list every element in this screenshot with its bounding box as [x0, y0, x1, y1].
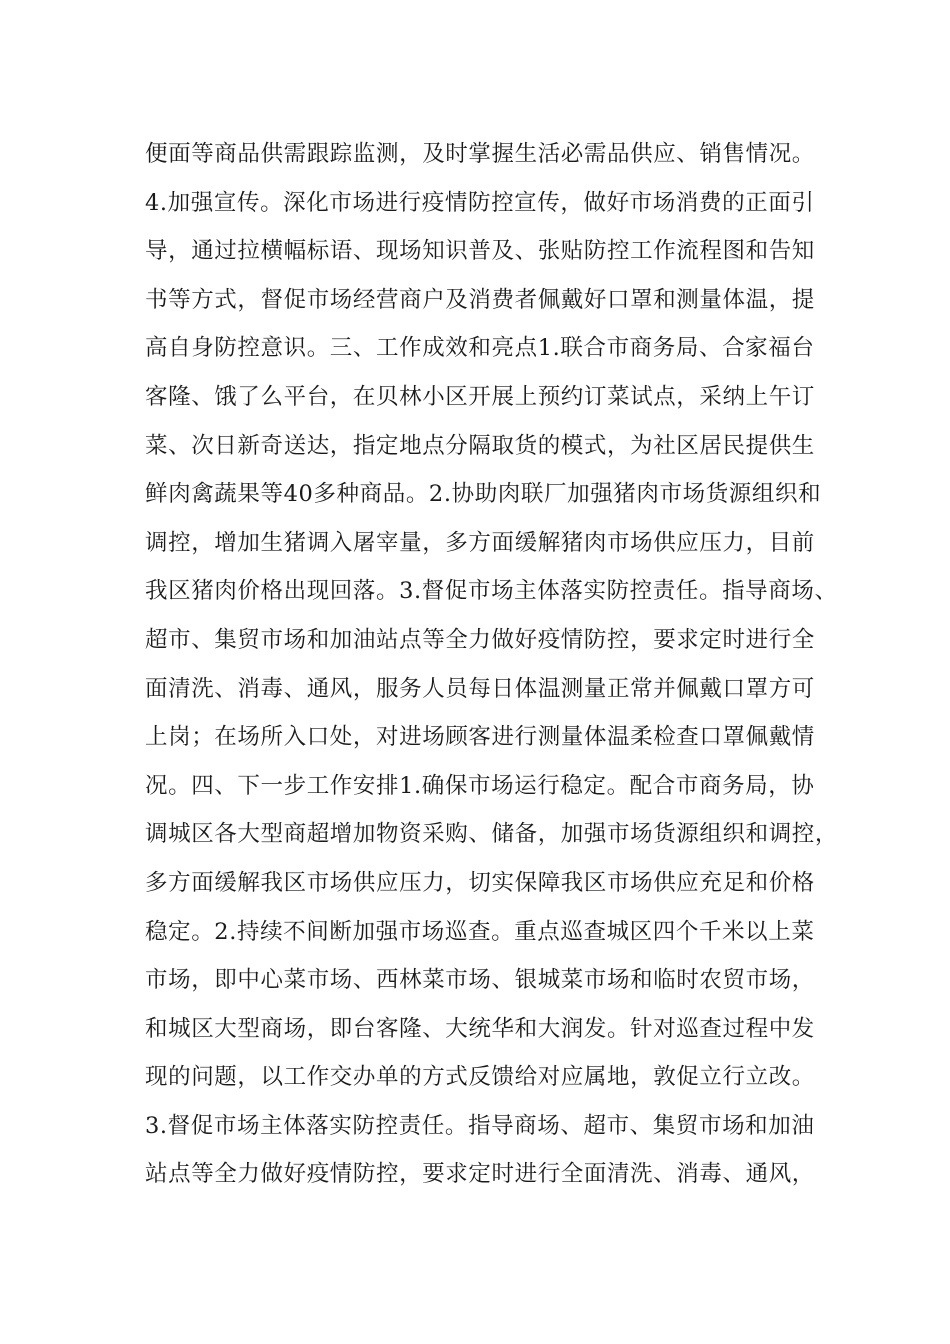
text-line: 上岗；在场所入口处，对进场顾客进行测量体温柔检查口罩佩戴情: [145, 724, 815, 751]
text-line: 书等方式，督促市场经营商户及消费者佩戴好口罩和测量体温，提: [145, 286, 815, 313]
text-line: 客隆、饿了么平台，在贝林小区开展上预约订菜试点，采纳上午订: [145, 383, 815, 410]
text-line: 和城区大型商场，即台客隆、大统华和大润发。针对巡查过程中发: [145, 1015, 815, 1042]
text-line: 稳定。2.持续不间断加强市场巡查。重点巡查城区四个千米以上菜: [145, 918, 815, 945]
text-line: 我区猪肉价格出现回落。3.督促市场主体落实防控责任。指导商场、: [145, 578, 838, 605]
text-line: 导，通过拉横幅标语、现场知识普及、张贴防控工作流程图和告知: [145, 238, 815, 265]
text-line: 菜、次日新奇送达，指定地点分隔取货的模式，为社区居民提供生: [145, 432, 815, 459]
text-line: 况。四、下一步工作安排1.确保市场运行稳定。配合市商务局，协: [145, 772, 815, 799]
text-line: 3.督促市场主体落实防控责任。指导商场、超市、集贸市场和加油: [145, 1112, 815, 1139]
text-line: 鲜肉禽蔬果等40多种商品。2.协助肉联厂加强猪肉市场货源组织和: [145, 481, 822, 508]
text-line: 调控，增加生猪调入屠宰量，多方面缓解猪肉市场供应压力，目前: [145, 529, 815, 556]
text-line: 调城区各大型商超增加物资采购、储备，加强市场货源组织和调控，: [145, 821, 839, 848]
text-line: 高自身防控意识。三、工作成效和亮点1.联合市商务局、合家福台: [145, 335, 815, 362]
text-line: 便面等商品供需跟踪监测，及时掌握生活必需品供应、销售情况。: [145, 141, 815, 167]
text-line: 超市、集贸市场和加油站点等全力做好疫情防控，要求定时进行全: [145, 626, 815, 653]
text-line: 多方面缓解我区市场供应压力，切实保障我区市场供应充足和价格: [145, 869, 815, 896]
text-line: 面清洗、消毒、通风，服务人员每日体温测量正常并佩戴口罩方可: [145, 675, 815, 702]
body-text: [145, 130, 839, 1199]
text-line: 现的问题，以工作交办单的方式反馈给对应属地，敦促立行立改。: [145, 1064, 815, 1091]
text-line: 4.加强宣传。深化市场进行疫情防控宣传，做好市场消费的正面引: [145, 189, 815, 216]
text-line: 站点等全力做好疫情防控，要求定时进行全面清洗、消毒、通风，: [145, 1161, 815, 1188]
text-line: 市场，即中心菜市场、西林菜市场、银城菜市场和临时农贸市场，: [145, 967, 815, 994]
